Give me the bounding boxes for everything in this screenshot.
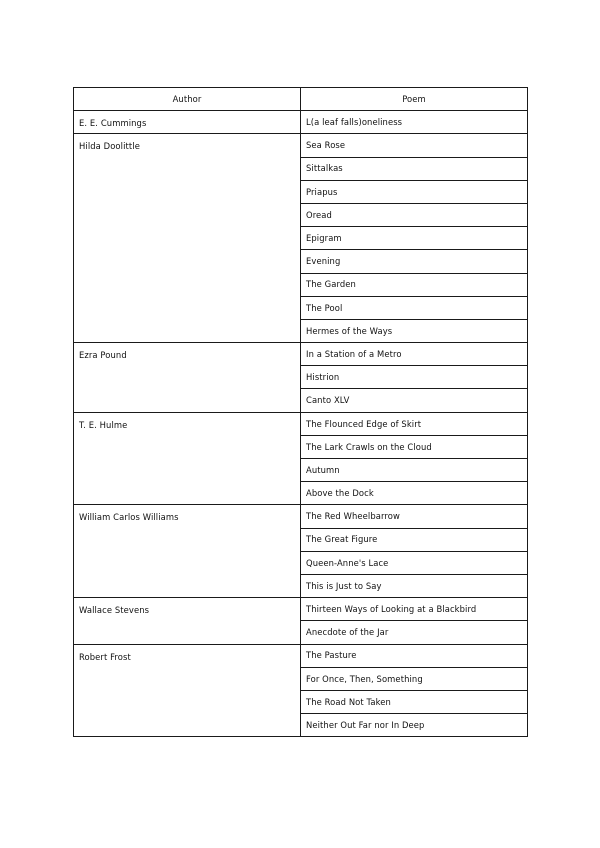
poem-cell: Sea Rose <box>301 134 528 157</box>
author-column-header: Author <box>74 88 301 111</box>
poem-cell: This is Just to Say <box>301 574 528 597</box>
poem-cell: Anecdote of the Jar <box>301 621 528 644</box>
poem-cell: Above the Dock <box>301 482 528 505</box>
poem-cell: For Once, Then, Something <box>301 667 528 690</box>
table-row <box>74 412 528 435</box>
poem-cell: Hermes of the Ways <box>301 319 528 342</box>
author-cell: Hilda Doolittle <box>74 134 301 343</box>
poem-cell: The Pasture <box>301 644 528 667</box>
poem-cell: The Red Wheelbarrow <box>301 505 528 528</box>
author-cell: Wallace Stevens <box>74 598 301 644</box>
poem-cell: In a Station of a Metro <box>301 343 528 366</box>
poem-cell: Autumn <box>301 459 528 482</box>
poem-cell: Queen-Anne's Lace <box>301 551 528 574</box>
poem-cell: Neither Out Far nor In Deep <box>301 714 528 737</box>
poem-cell: The Great Figure <box>301 528 528 551</box>
poems-table <box>73 87 528 737</box>
poem-cell: Evening <box>301 250 528 273</box>
table-row <box>74 134 528 157</box>
poem-cell: The Road Not Taken <box>301 690 528 713</box>
table-row <box>74 505 528 528</box>
table-header-row <box>74 88 528 111</box>
author-cell: Robert Frost <box>74 644 301 737</box>
author-cell: William Carlos Williams <box>74 505 301 598</box>
author-cell: E. E. Cummings <box>74 111 301 134</box>
poem-cell: Histrion <box>301 366 528 389</box>
poem-cell: Thirteen Ways of Looking at a Blackbird <box>301 598 528 621</box>
poem-cell: The Pool <box>301 296 528 319</box>
poem-cell: Oread <box>301 203 528 226</box>
poem-cell: Priapus <box>301 180 528 203</box>
poem-cell: The Flounced Edge of Skirt <box>301 412 528 435</box>
table-row <box>74 111 528 134</box>
author-cell: Ezra Pound <box>74 343 301 413</box>
author-cell: T. E. Hulme <box>74 412 301 505</box>
poem-column-header: Poem <box>301 88 528 111</box>
poem-cell: Sittalkas <box>301 157 528 180</box>
poem-cell: Canto XLV <box>301 389 528 412</box>
table-row <box>74 644 528 667</box>
table-row <box>74 598 528 621</box>
poem-cell: The Garden <box>301 273 528 296</box>
poem-cell: The Lark Crawls on the Cloud <box>301 435 528 458</box>
poem-cell: L(a leaf falls)oneliness <box>301 111 528 134</box>
table-row <box>74 343 528 366</box>
poem-cell: Epigram <box>301 227 528 250</box>
